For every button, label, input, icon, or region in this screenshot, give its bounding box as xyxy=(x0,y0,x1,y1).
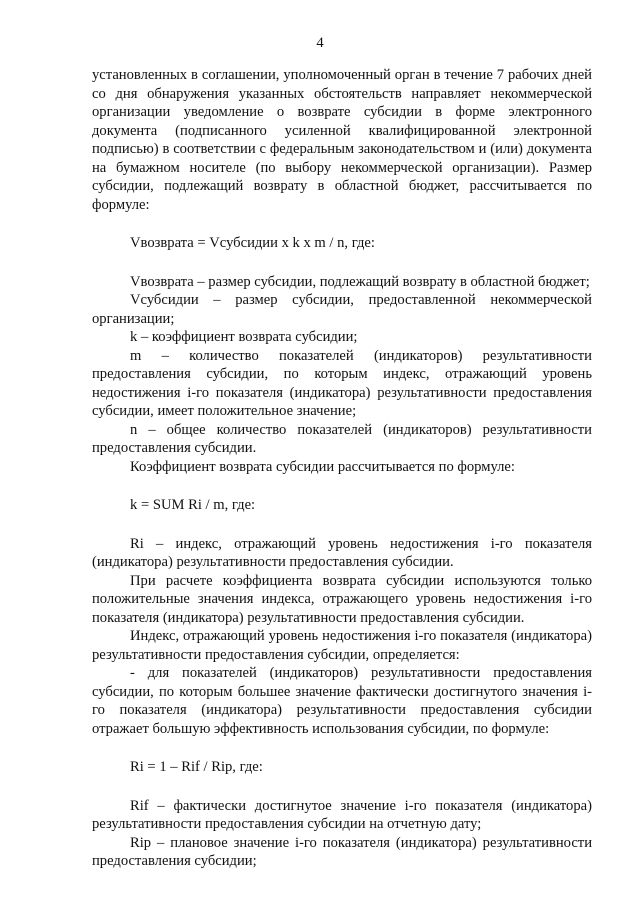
paragraph-indicator-rule: - для показателей (индикаторов) результативности предоставления субсидии, по которым большее значение фактически достигнутого значения i-го показателя (индикатора) результативности предоставления субсидии отражает большую эффективность использования субсидии, по формуле: xyxy=(92,665,592,737)
document-body xyxy=(92,66,592,871)
definition-vreturn: Vвозврата – размер субсидии, подлежащий возврату в областной бюджет; xyxy=(130,273,590,290)
definition-ri: Ri – индекс, отражающий уровень недостижения i-го показателя (индикатора) результативности предоставления субсидии. xyxy=(92,535,592,570)
formula-coefficient: k = SUM Ri / m, где: xyxy=(130,497,256,513)
definition-n: n – общее количество показателей (индикаторов) результативности предоставления субсидии. xyxy=(92,421,592,456)
definition-rip: Rip – плановое значение i-го показателя (индикатора) результативности предоставления субсидии; xyxy=(92,834,592,869)
definition-vsubsidy: Vсубсидии – размер субсидии, предоставленной некоммерческой организации; xyxy=(92,292,592,327)
coefficient-intro: Коэффициент возврата субсидии рассчитывается по формуле: xyxy=(130,458,515,475)
definition-rif: Rif – фактически достигнутое значение i-го показателя (индикатора) результативности предоставления субсидии на отчетную дату; xyxy=(92,797,592,832)
page-number: 4 xyxy=(316,35,324,51)
formula-index: Ri = 1 – Rif / Rip, где: xyxy=(130,759,263,775)
definition-k: k – коэффициент возврата субсидии; xyxy=(130,329,358,345)
definition-m: m – количество показателей (индикаторов) результативности предоставления субсидии, по которым индекс, отражающий уровень недостижения i-го показателя (индикатора) результативности предоставления субсидии, имеет положительное значение; xyxy=(92,347,592,419)
paragraph-positive-values: При расчете коэффициента возврата субсидии используются только положительные значения индекса, отражающего уровень недостижения i-го показателя (индикатора) результативности предоставления субсидии. xyxy=(92,572,592,626)
formula-refund-amount: Vвозврата = Vсубсидии x k x m / n, где: xyxy=(130,235,375,251)
paragraph-refund-notice: установленных в соглашении, уполномоченный орган в течение 7 рабочих дней со дня обнаружения указанных обстоятельств направляет некоммерческой организации уведомление о возврате субсидии в форме электронного документа (подписанного усиленной квалифицированной электронной подписью) в соответствии с федеральным законодательством и (или) документа на бумажном носителе (по выбору некоммерческой организации). Размер субсидии, подлежащий возврату в областной бюджет, рассчитывается по формуле: xyxy=(92,67,592,213)
paragraph-index-definition: Индекс, отражающий уровень недостижения i-го показателя (индикатора) результативности предоставления субсидии, определяется: xyxy=(92,628,592,663)
